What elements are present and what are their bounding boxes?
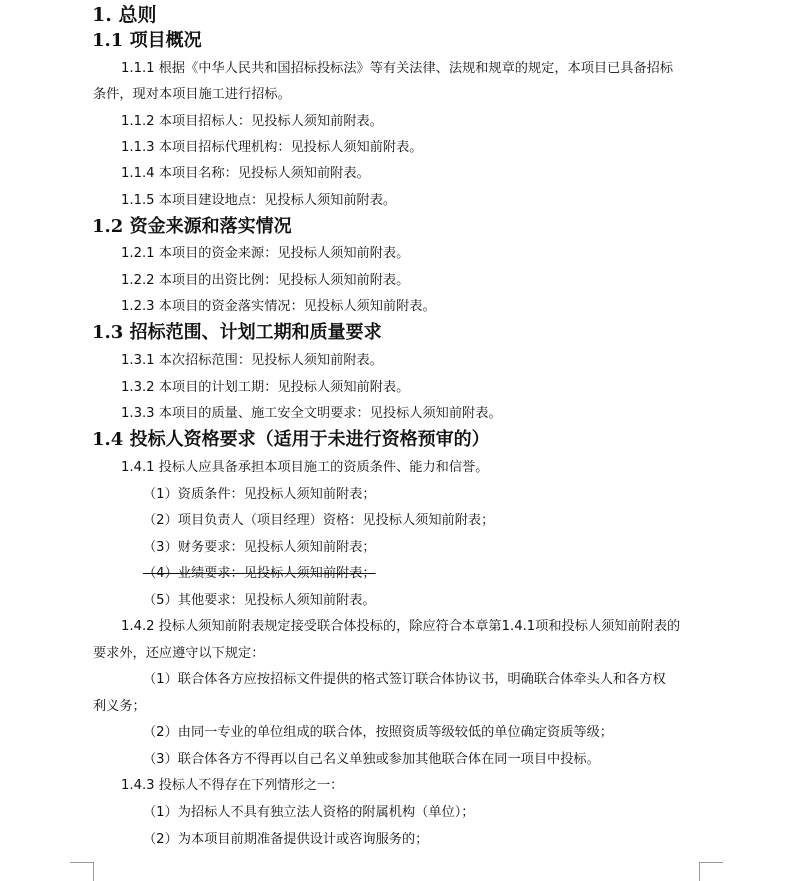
heading-1-2: 1.2 资金来源和落实情况 <box>92 216 292 237</box>
heading-1-4: 1.4 投标人资格要求（适用于未进行资格预审的） <box>92 429 490 450</box>
paragraph-1-1-1-line2: 条件，现对本项目施工进行招标。 <box>93 87 291 102</box>
crop-mark-right-vertical <box>699 862 700 881</box>
paragraph-1-4-1-item-1: （1）资质条件：见投标人须知前附表； <box>143 487 376 502</box>
heading-1-1: 1.1 项目概况 <box>92 30 202 51</box>
paragraph-1-4-2-line2: 要求外，还应遵守以下规定： <box>93 646 265 661</box>
paragraph-1-1-3: 1.1.3 本项目招标代理机构：见投标人须知前附表。 <box>121 140 423 155</box>
paragraph-1-1-2: 1.1.2 本项目招标人：见投标人须知前附表。 <box>121 114 383 129</box>
paragraph-1-4-2-item-1-line1: （1）联合体各方应按招标文件提供的格式签订联合体协议书，明确联合体牵头人和各方权 <box>143 672 666 687</box>
paragraph-1-4-2-item-2: （2）由同一专业的单位组成的联合体，按照资质等级较低的单位确定资质等级； <box>143 725 613 740</box>
paragraph-1-2-3: 1.2.3 本项目的资金落实情况：见投标人须知前附表。 <box>121 299 436 314</box>
paragraph-1-4-1-item-3: （3）财务要求：见投标人须知前附表； <box>143 540 376 555</box>
paragraph-1-3-1: 1.3.1 本次招标范围：见投标人须知前附表。 <box>121 353 383 368</box>
paragraph-1-1-4: 1.1.4 本项目名称：见投标人须知前附表。 <box>121 166 370 181</box>
paragraph-1-4-3-item-1: （1）为招标人不具有独立法人资格的附属机构（单位）； <box>143 805 475 820</box>
paragraph-1-4-2-item-1-line2: 利义务； <box>93 699 146 714</box>
crop-mark-right-horizontal <box>699 862 723 863</box>
paragraph-1-3-2: 1.3.2 本项目的计划工期：见投标人须知前附表。 <box>121 380 410 395</box>
paragraph-1-2-2: 1.2.2 本项目的出资比例：见投标人须知前附表。 <box>121 273 410 288</box>
paragraph-1-3-3: 1.3.3 本项目的质量、施工安全文明要求：见投标人须知前附表。 <box>121 406 502 421</box>
crop-mark-left-horizontal <box>70 862 94 863</box>
paragraph-1-4-1-item-2: （2）项目负责人（项目经理）资格：见投标人须知前附表； <box>143 513 495 528</box>
heading-1-general: 1. 总则 <box>92 4 157 26</box>
paragraph-1-1-5: 1.1.5 本项目建设地点：见投标人须知前附表。 <box>121 193 397 208</box>
paragraph-1-4-2-item-3: （3）联合体各方不得再以自己名义单独或参加其他联合体在同一项目中投标。 <box>143 752 600 767</box>
paragraph-1-1-1-line1: 1.1.1 根据《中华人民共和国招标投标法》等有关法律、法规和规章的规定，本项目已具备招标 <box>121 61 674 76</box>
paragraph-1-4-1: 1.4.1 投标人应具备承担本项目施工的资质条件、能力和信誉。 <box>121 460 489 475</box>
paragraph-1-2-1: 1.2.1 本项目的资金来源：见投标人须知前附表。 <box>121 246 410 261</box>
paragraph-1-4-3: 1.4.3 投标人不得存在下列情形之一： <box>121 778 344 793</box>
paragraph-1-4-1-item-5: （5）其他要求：见投标人须知前附表。 <box>143 593 376 608</box>
crop-mark-left-vertical <box>93 862 94 881</box>
paragraph-1-4-2-line1: 1.4.2 投标人须知前附表规定接受联合体投标的，除应符合本章第1.4.1项和投标人须知前附表的 <box>121 619 681 634</box>
paragraph-1-4-1-item-4-strikethrough: （4）业绩要求：见投标人须知前附表； <box>143 566 376 581</box>
paragraph-1-4-3-item-2: （2）为本项目前期准备提供设计或咨询服务的； <box>143 832 429 847</box>
heading-1-3: 1.3 招标范围、计划工期和质量要求 <box>92 322 382 343</box>
